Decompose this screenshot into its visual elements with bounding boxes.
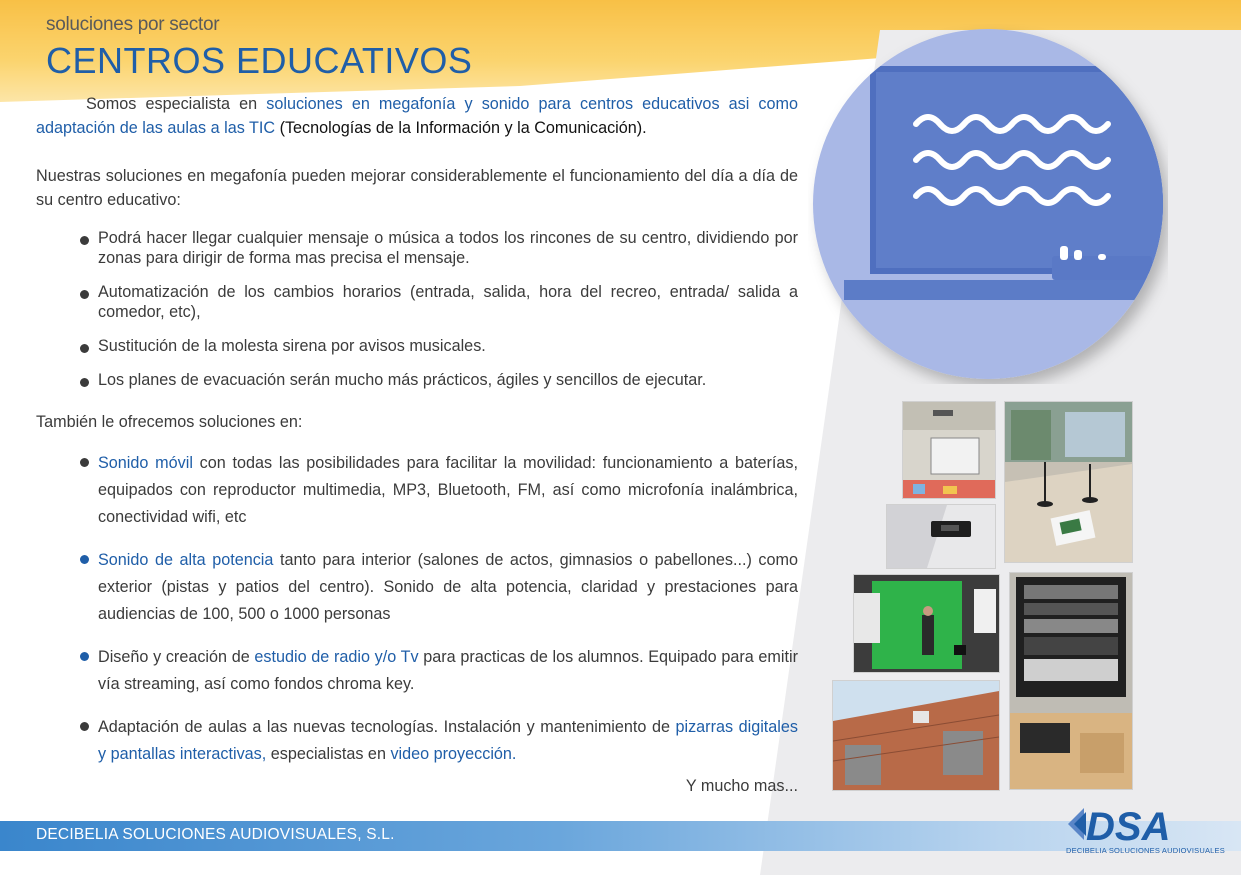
- intro-paragraph: [36, 92, 798, 140]
- benefits-list: [36, 228, 798, 390]
- bullet-icon: [80, 290, 89, 299]
- solution-highlight: Sonido de alta potencia: [98, 551, 274, 569]
- bullet-icon: [80, 344, 89, 353]
- solution-highlight: estudio de radio y/o Tv: [254, 648, 419, 666]
- list-item: Sonido móvil con todas las posibilidades para facilitar la movilidad: funcionamiento a baterías, equipados con reproductor multimedia, MP3, Bluetooth, FM, así como microfonía inalámbrica, conectividad wifi, etc: [36, 450, 798, 531]
- bullet-icon: [80, 378, 89, 387]
- microphones-table-photo: [1004, 401, 1133, 563]
- list-item: Los planes de evacuación serán mucho más prácticos, ágiles y sencillos de ejecutar.: [36, 370, 798, 390]
- chroma-key-studio-photo: [853, 574, 1000, 673]
- bullet-icon: [80, 652, 89, 661]
- bullet-icon: [80, 555, 89, 564]
- main-content: [36, 92, 798, 798]
- solution-highlight: Sonido móvil: [98, 454, 193, 472]
- megafonia-paragraph: Nuestras soluciones en megafonía pueden mejorar considerablemente el funcionamiento del día a día de su centro educativo:: [36, 167, 798, 209]
- intro-lead: Somos especialista en: [86, 95, 267, 113]
- also-paragraph: También le ofrecemos soluciones en:: [36, 413, 303, 431]
- list-item: Adaptación de aulas a las nuevas tecnologías. Instalación y mantenimiento de pizarras digitales y pantallas interactivas, especialistas en video proyección.: [36, 714, 798, 768]
- list-item: Sustitución de la molesta sirena por avisos musicales.: [36, 336, 798, 356]
- exterior-speaker-photo: [832, 680, 1000, 791]
- logo-subtitle: DECIBELIA SOLUCIONES AUDIOVISUALES: [1066, 846, 1225, 855]
- solution-highlight: video proyección.: [390, 745, 517, 763]
- list-item: Diseño y creación de estudio de radio y/o Tv para practicas de los alumnos. Equipado para emitir vía streaming, así como fondos chroma key.: [36, 644, 798, 698]
- footer-company: DECIBELIA SOLUCIONES AUDIOVISUALES, S.L.: [36, 826, 395, 843]
- list-item: Sonido de alta potencia tanto para interior (salones de actos, gimnasios o pabellones...) como exterior (pistas y patios del centro). Sonido de alta potencia, claridad y prestaciones para audiencias de 100, 500 o 1000 personas: [36, 547, 798, 628]
- intro-tail: (Tecnologías de la Información y la Comunicación).: [275, 119, 647, 137]
- sound-rack-photo: [1009, 572, 1133, 790]
- solutions-list: [36, 450, 798, 768]
- dsa-logo-text: DSA: [1086, 805, 1171, 849]
- solution-highlight: pizarras digitales y pantallas interactivas,: [98, 718, 798, 763]
- wall-speaker-photo: [886, 504, 996, 569]
- intro-highlight: soluciones en megafonía y sonido para centros educativos asi como adaptación de las aulas a las TIC: [36, 95, 798, 137]
- bullet-icon: [80, 236, 89, 245]
- bullet-icon: [80, 722, 89, 731]
- page-subtitle: soluciones por sector: [46, 14, 220, 35]
- list-item: Automatización de los cambios horarios (entrada, salida, hora del recreo, entrada/ salida a comedor, etc),: [36, 282, 798, 322]
- classroom-board-illustration: [808, 24, 1168, 384]
- list-item: Podrá hacer llegar cualquier mensaje o música a todos los rincones de su centro, dividiendo por zonas para dirigir de forma mas precisa el mensaje.: [36, 228, 798, 268]
- classroom-projector-photo: [902, 401, 996, 499]
- closing-text: Y mucho mas...: [685, 777, 798, 795]
- bullet-icon: [80, 458, 89, 467]
- page-title: CENTROS EDUCATIVOS: [46, 40, 473, 81]
